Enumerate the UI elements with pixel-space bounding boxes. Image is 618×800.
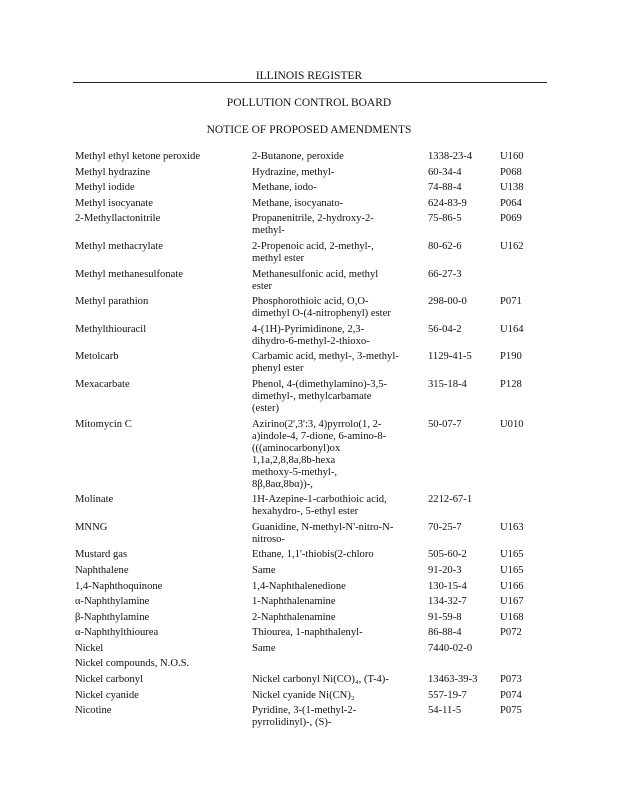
waste-code: P072	[500, 627, 522, 639]
chemical-name-line: 4-(1H)-Pyrimidinone, 2,3-	[252, 323, 365, 335]
waste-code: U164	[500, 323, 524, 335]
cas-number: 1338-23-4	[428, 151, 473, 162]
chemical-name-line: 2-Naphthalenamine	[252, 611, 336, 623]
waste-code: P071	[500, 296, 522, 308]
substance-name: Methyl isocyanate	[75, 197, 153, 209]
chemical-abstracts-name	[252, 198, 417, 210]
header-rule	[73, 82, 547, 83]
substance-name: Mitomycin C	[75, 418, 132, 430]
waste-code: U162	[500, 240, 524, 252]
table-row	[0, 494, 618, 522]
table-row	[0, 658, 618, 674]
cas-number: 80-62-6	[428, 240, 462, 252]
chemical-name-line: 1H-Azepine-1-carbothioic acid,	[252, 494, 387, 506]
chemical-abstracts-name	[252, 296, 417, 320]
chemical-name-line: dihydro-6-methyl-2-thioxo-	[252, 335, 370, 347]
cas-number: 134-32-7	[428, 596, 467, 608]
waste-code: P075	[500, 705, 522, 717]
chemical-abstracts-name	[252, 565, 417, 577]
table-row	[0, 612, 618, 628]
chemical-abstracts-name	[252, 522, 417, 546]
chemical-name-line: (ester)	[252, 402, 280, 414]
waste-code: U168	[500, 611, 524, 623]
table-row	[0, 296, 618, 324]
chemical-name-line: Azirino(2',3':3, 4)pyrrolo(1, 2-	[252, 418, 382, 430]
table-row	[0, 674, 618, 690]
cas-number: 66-27-3	[428, 268, 462, 280]
chemical-name-line: 2-Butanone, peroxide	[252, 151, 344, 162]
waste-code: U165	[500, 549, 524, 561]
cas-number: 86-88-4	[428, 627, 462, 639]
chemical-name-line: Methane, iodo-	[252, 182, 317, 194]
waste-code: P074	[500, 689, 522, 701]
chemical-abstracts-name	[252, 379, 417, 415]
table-row	[0, 690, 618, 706]
chemical-abstracts-name	[252, 213, 417, 237]
table-row	[0, 269, 618, 297]
table-row	[0, 324, 618, 352]
substance-name: Methyl iodide	[75, 182, 135, 194]
waste-code: P128	[500, 378, 522, 390]
chemical-abstracts-name	[252, 241, 417, 265]
table-row	[0, 643, 618, 659]
chemical-name-line: hexahydro-, 5-ethyl ester	[252, 506, 359, 518]
cas-number: 1129-41-5	[428, 351, 472, 363]
hazardous-substance-table	[0, 151, 618, 733]
waste-code: U010	[500, 418, 524, 430]
substance-name: Nickel cyanide	[75, 689, 139, 701]
chemical-abstracts-name	[252, 351, 417, 375]
substance-name: Mustard gas	[75, 549, 128, 561]
chemical-name-line: Same	[252, 642, 276, 654]
chemical-name-line: Methanesulfonic acid, methyl	[252, 268, 379, 280]
table-row	[0, 198, 618, 214]
cas-number: 60-34-4	[428, 166, 462, 178]
table-row	[0, 419, 618, 495]
chemical-name-line: dimethyl O-(4-nitrophenyl) ester	[252, 308, 391, 320]
chemical-name-line: Hydrazine, methyl-	[252, 166, 335, 178]
cas-number: 298-00-0	[428, 296, 467, 308]
chemical-name-line: Ethane, 1,1'-thiobis(2-chloro	[252, 549, 374, 561]
table-row	[0, 351, 618, 379]
chemical-abstracts-name	[252, 419, 417, 491]
chemical-name-line: (((aminocarbonyl)ox	[252, 442, 341, 454]
waste-code: U166	[500, 580, 524, 592]
waste-code: P069	[500, 213, 522, 225]
chemical-name-line: pyrrolidinyl)-, (S)-	[252, 717, 332, 729]
chemical-name-line: methyl-	[252, 225, 285, 237]
waste-code: P064	[500, 197, 522, 209]
cas-number: 557-19-7	[428, 689, 467, 701]
table-row	[0, 705, 618, 733]
board-name: POLLUTION CONTROL BOARD	[226, 97, 392, 109]
substance-name: Methyl methanesulfonate	[75, 268, 183, 280]
table-row	[0, 182, 618, 198]
substance-name: Metolcarb	[75, 351, 119, 363]
substance-name: Methyl hydrazine	[75, 166, 151, 178]
chemical-abstracts-name	[252, 596, 417, 608]
waste-code: P190	[500, 351, 522, 363]
chemical-name-line: phenyl ester	[252, 363, 304, 375]
substance-name: Methyl parathion	[75, 296, 149, 308]
waste-code: U165	[500, 564, 524, 576]
cas-number: 505-60-2	[428, 549, 467, 561]
register-title: ILLINOIS REGISTER	[255, 70, 363, 82]
cas-number: 91-20-3	[428, 564, 462, 576]
cas-number: 315-18-4	[428, 378, 467, 390]
chemical-name-line: Guanidine, N-methyl-N'-nitro-N-	[252, 521, 394, 533]
table-row	[0, 549, 618, 565]
waste-code: P073	[500, 674, 522, 686]
table-row	[0, 241, 618, 269]
chemical-name-line: 1,4-Naphthalenedione	[252, 580, 346, 592]
substance-name: 2-Methyllactonitrile	[75, 213, 161, 225]
chemical-name-line: 8β,8aα,8bα))-,	[252, 478, 313, 490]
chemical-abstracts-name	[252, 167, 417, 179]
chemical-abstracts-name	[252, 690, 417, 702]
chemical-name-line: nitroso-	[252, 533, 285, 545]
chemical-abstracts-name	[252, 705, 417, 729]
chemical-abstracts-name	[252, 269, 417, 293]
chemical-name-line: 2-Propenoic acid, 2-methyl-,	[252, 240, 374, 252]
chemical-abstracts-name	[252, 674, 417, 686]
substance-name: α-Naphthylthiourea	[75, 627, 159, 639]
chemical-name-line: Phosphorothioic acid, O,O-	[252, 296, 369, 308]
chemical-abstracts-name	[252, 643, 417, 655]
waste-code: P068	[500, 166, 522, 178]
cas-number: 74-88-4	[428, 182, 462, 194]
chemical-name-line: a)indole-4, 7-dione, 6-amino-8-	[252, 430, 387, 442]
chemical-abstracts-name	[252, 627, 417, 639]
substance-name: Nicotine	[75, 705, 112, 717]
cas-number: 70-25-7	[428, 521, 462, 533]
chemical-name-line: Thiourea, 1-naphthalenyl-	[252, 627, 363, 639]
waste-code: U160	[500, 151, 524, 162]
waste-code: U138	[500, 182, 524, 194]
chemical-name-line: Nickel cyanide Ni(CN)₂	[252, 689, 355, 701]
substance-name: Naphthalene	[75, 564, 129, 576]
substance-name: α-Naphthylamine	[75, 596, 150, 608]
chemical-abstracts-name	[252, 612, 417, 624]
cas-number: 7440-02-0	[428, 642, 473, 654]
chemical-abstracts-name	[252, 182, 417, 194]
chemical-abstracts-name	[252, 549, 417, 561]
chemical-abstracts-name	[252, 324, 417, 348]
chemical-name-line: Phenol, 4-(dimethylamino)-3,5-	[252, 378, 388, 390]
table-row	[0, 522, 618, 550]
cas-number: 54-11-5	[428, 705, 462, 717]
substance-name: Nickel compounds, N.O.S.	[75, 658, 190, 670]
substance-name: Methyl methacrylate	[75, 240, 163, 252]
substance-name: Methylthiouracil	[75, 323, 147, 335]
cas-number: 2212-67-1	[428, 494, 473, 506]
chemical-name-line: Same	[252, 564, 276, 576]
chemical-name-line: methoxy-5-methyl-,	[252, 466, 338, 478]
chemical-name-line: dimethyl-, methylcarbamate	[252, 390, 372, 402]
substance-name: Methyl ethyl ketone peroxide	[75, 151, 201, 162]
table-row	[0, 581, 618, 597]
substance-name: Nickel carbonyl	[75, 674, 143, 686]
cas-number: 91-59-8	[428, 611, 462, 623]
table-row	[0, 167, 618, 183]
cas-number: 13463-39-3	[428, 674, 478, 686]
cas-number: 130-15-4	[428, 580, 467, 592]
table-row	[0, 627, 618, 643]
chemical-name-line: Carbamic acid, methyl-, 3-methyl-	[252, 351, 399, 363]
cas-number: 624-83-9	[428, 197, 467, 209]
table-row	[0, 213, 618, 241]
chemical-abstracts-name	[252, 151, 417, 163]
chemical-name-line: Methane, isocyanato-	[252, 197, 344, 209]
table-row	[0, 565, 618, 581]
chemical-name-line: 1,1a,2,8,8a,8b-hexa	[252, 454, 336, 466]
chemical-name-line: Propanenitrile, 2-hydroxy-2-	[252, 213, 374, 225]
substance-name: 1,4-Naphthoquinone	[75, 580, 163, 592]
table-row	[0, 151, 618, 167]
chemical-abstracts-name	[252, 494, 417, 518]
waste-code: U167	[500, 596, 524, 608]
cas-number: 75-86-5	[428, 213, 462, 225]
chemical-name-line: methyl ester	[252, 252, 305, 264]
chemical-abstracts-name	[252, 581, 417, 593]
substance-name: MNNG	[75, 521, 108, 533]
notice-heading: NOTICE OF PROPOSED AMENDMENTS	[206, 124, 412, 136]
substance-name: Mexacarbate	[75, 378, 130, 390]
waste-code: U163	[500, 521, 524, 533]
chemical-name-line: Nickel carbonyl Ni(CO)₄, (T-4)-	[252, 674, 389, 686]
substance-name: Nickel	[75, 642, 104, 654]
cas-number: 50-07-7	[428, 418, 462, 430]
substance-name: Molinate	[75, 494, 114, 506]
chemical-name-line: 1-Naphthalenamine	[252, 596, 336, 608]
substance-name: β-Naphthylamine	[75, 611, 150, 623]
table-row	[0, 596, 618, 612]
chemical-name-line: ester	[252, 280, 272, 292]
table-row	[0, 379, 618, 419]
cas-number: 56-04-2	[428, 323, 462, 335]
chemical-name-line: Pyridine, 3-(1-methyl-2-	[252, 705, 357, 717]
